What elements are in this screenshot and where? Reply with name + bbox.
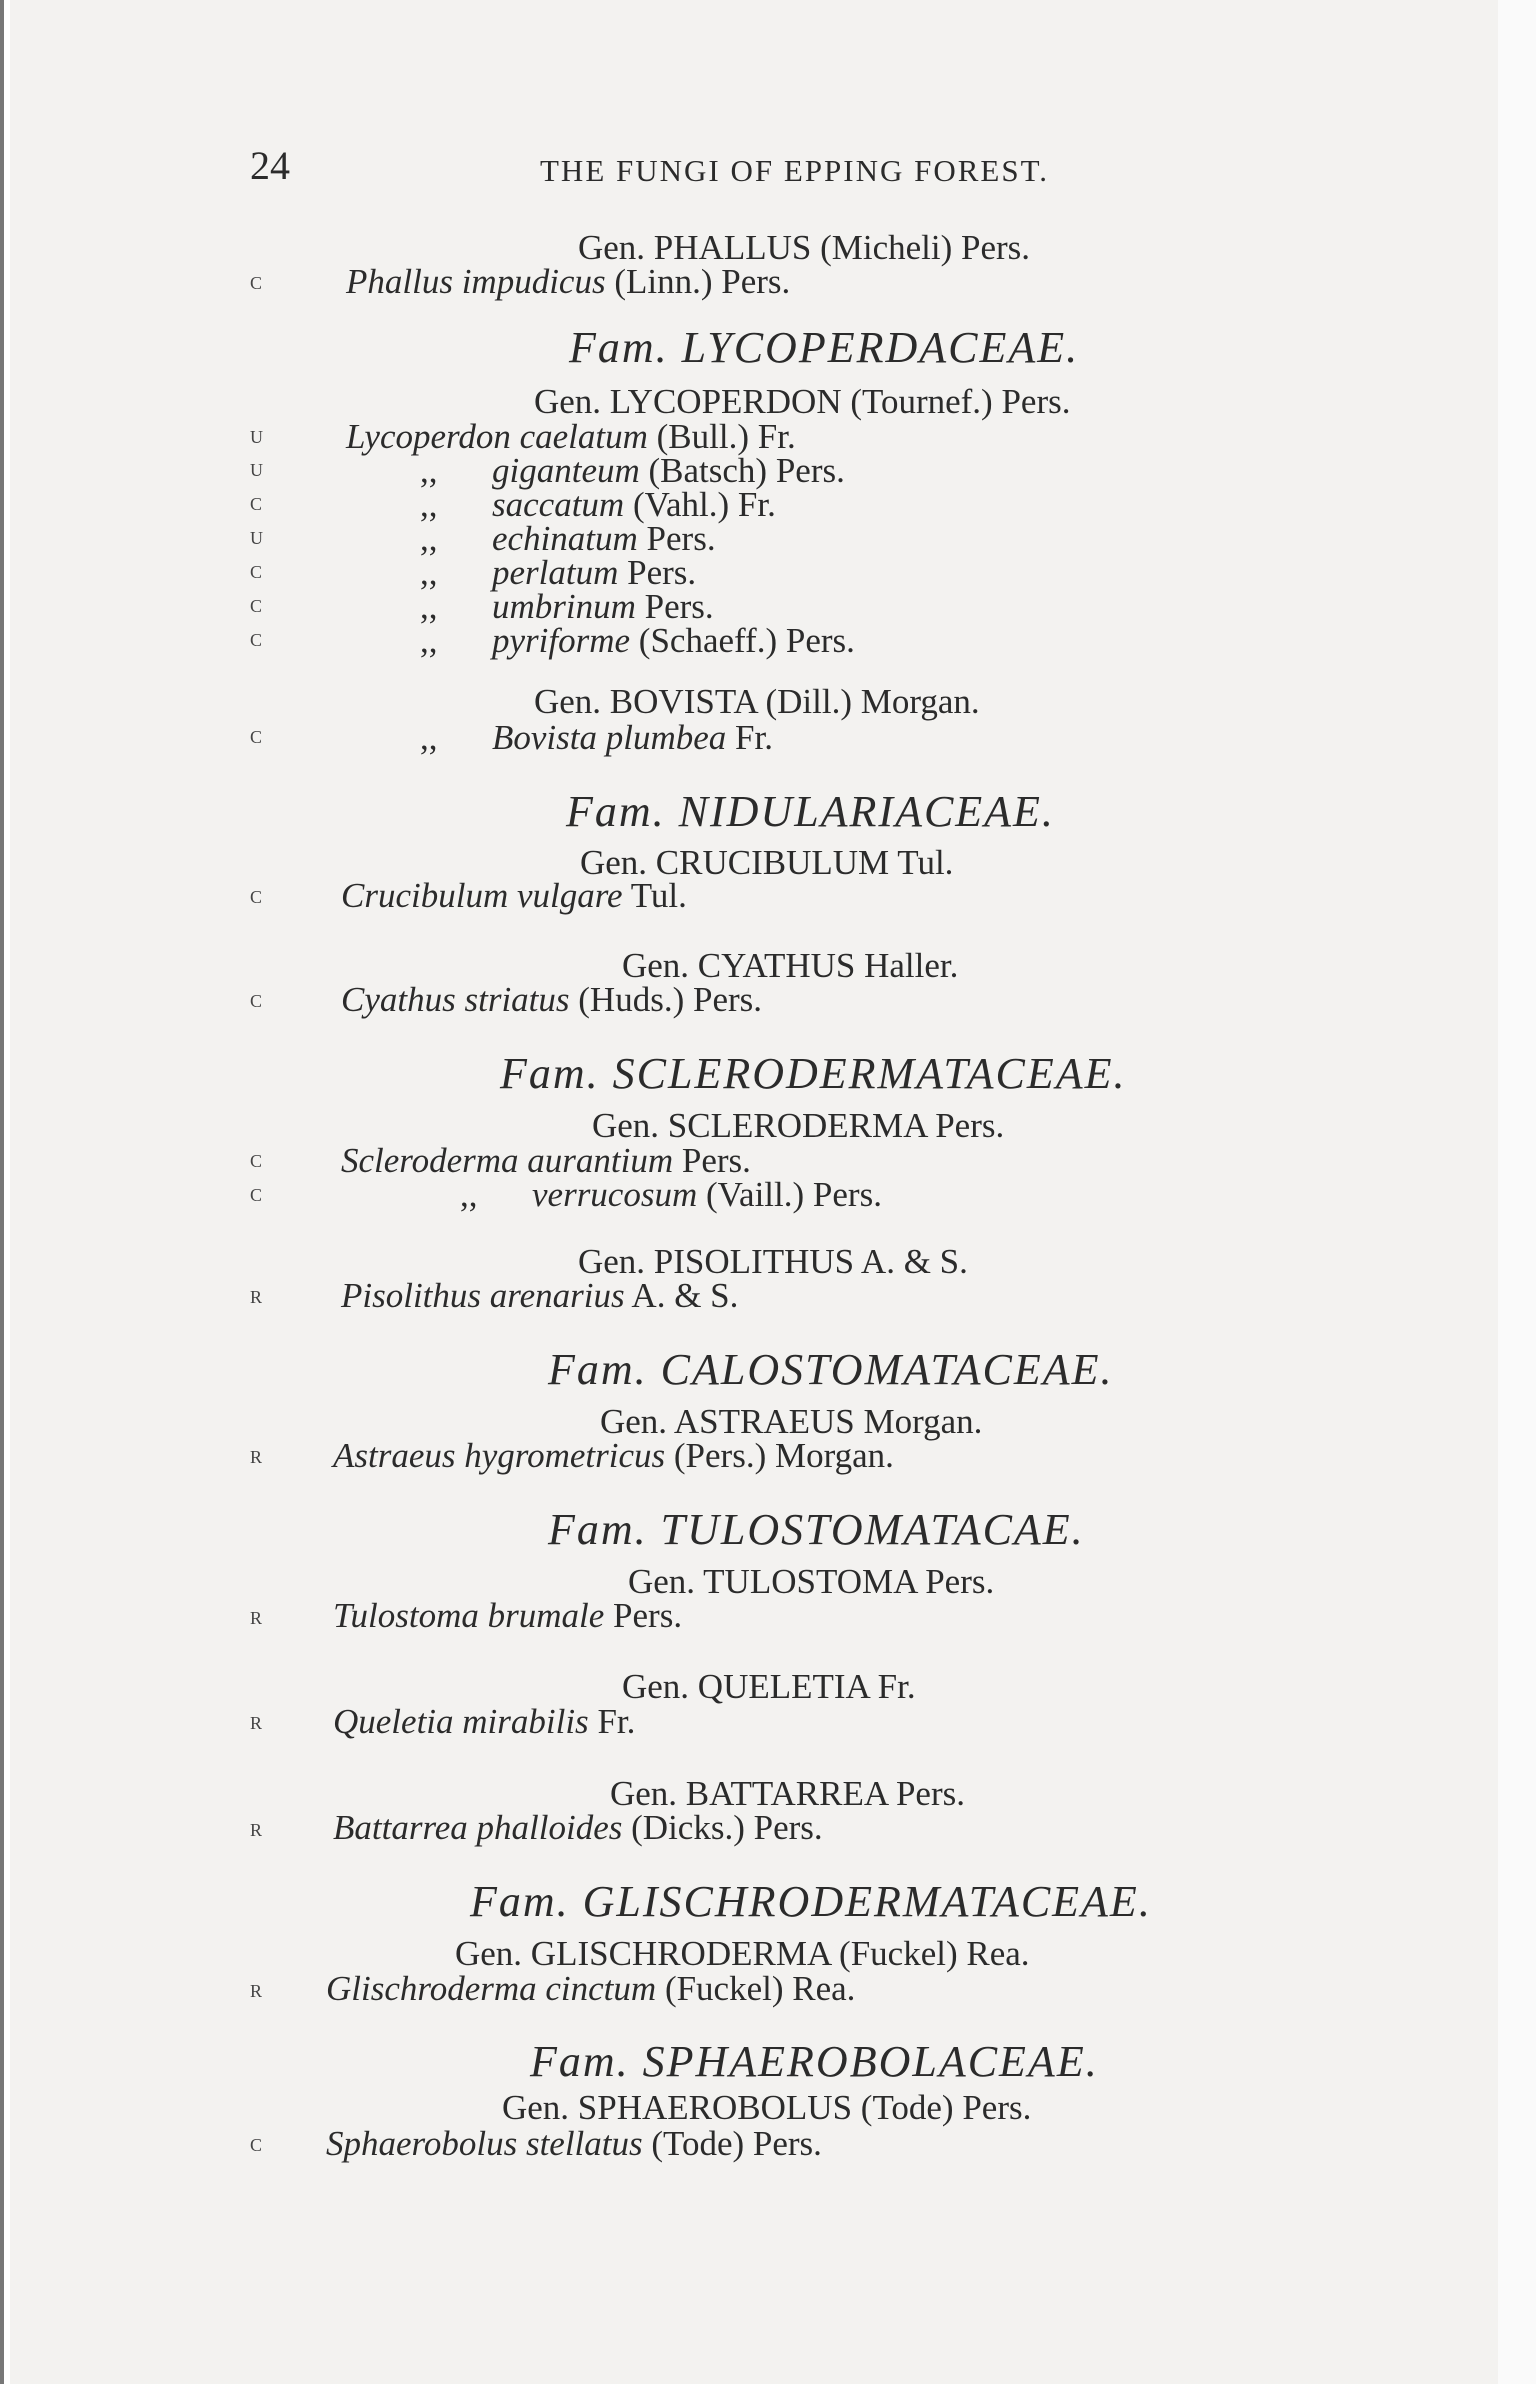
species-authority: (Tode) Pers. — [651, 2124, 822, 2163]
family-heading: Fam. CALOSTOMATACEAE. — [548, 1345, 1114, 1394]
family-heading: Fam. NIDULARIACEAE. — [566, 787, 1055, 836]
genus-heading: Gen. SCLERODERMA Pers. — [592, 1106, 1005, 1145]
species-authority: A. & S. — [631, 1276, 739, 1315]
genus-heading: Gen. TULOSTOMA Pers. — [628, 1562, 995, 1601]
frequency-mark: r — [250, 1442, 264, 1469]
frequency-mark: u — [250, 523, 264, 550]
species-entry — [420, 720, 773, 755]
frequency-mark: u — [250, 422, 264, 449]
species-authority: (Pers.) Morgan. — [673, 1436, 894, 1475]
species-authority: Pers. — [681, 1141, 751, 1180]
species-entry — [346, 264, 790, 299]
species-authority: (Huds.) Pers. — [578, 980, 762, 1019]
species-entry — [460, 1177, 882, 1212]
frequency-mark: c — [250, 882, 264, 909]
species-name: Astraeus hygrometricus — [333, 1436, 666, 1475]
species-authority: Pers. — [644, 587, 714, 626]
genus-heading: Gen. SPHAEROBOLUS (Tode) Pers. — [502, 2088, 1032, 2127]
family-heading: Fam. SCLERODERMATACEAE. — [500, 1049, 1127, 1098]
genus-heading: Gen. GLISCHRODERMA (Fuckel) Rea. — [455, 1934, 1030, 1973]
species-entry — [333, 1704, 635, 1739]
species-authority: (Bull.) Fr. — [656, 417, 796, 456]
frequency-mark: c — [250, 268, 264, 295]
species-authority: (Dicks.) Pers. — [631, 1808, 823, 1847]
species-name: perlatum — [492, 553, 619, 592]
species-name: Phallus impudicus — [346, 262, 606, 301]
species-entry — [333, 1438, 894, 1473]
genus-heading: Gen. BATTARREA Pers. — [610, 1774, 965, 1813]
genus-heading: Gen. CYATHUS Haller. — [622, 946, 959, 985]
species-entry — [341, 878, 687, 913]
species-authority: (Linn.) Pers. — [614, 262, 791, 301]
ditto-mark: ,, — [420, 485, 438, 524]
species-authority: Pers. — [646, 519, 716, 558]
ditto-mark: ,, — [420, 553, 438, 592]
species-name: Sphaerobolus stellatus — [326, 2124, 643, 2163]
ditto-mark: ,, — [420, 451, 438, 490]
genus-heading: Gen. PHALLUS (Micheli) Pers. — [578, 228, 1031, 267]
species-entry — [341, 982, 762, 1017]
family-heading: Fam. GLISCHRODERMATACEAE. — [470, 1877, 1152, 1926]
page-number: 24 — [250, 143, 290, 188]
species-entry — [420, 487, 776, 522]
frequency-mark: r — [250, 1282, 264, 1309]
species-entry — [326, 2126, 822, 2161]
species-name: Battarrea phalloides — [333, 1808, 623, 1847]
frequency-mark: c — [250, 1180, 264, 1207]
frequency-mark: c — [250, 557, 264, 584]
ditto-mark: ,, — [420, 519, 438, 558]
frequency-mark: c — [250, 489, 264, 516]
species-authority: (Batsch) Pers. — [648, 451, 845, 490]
running-title: THE FUNGI OF EPPING FOREST. — [540, 153, 1049, 188]
species-entry — [420, 623, 855, 658]
species-authority: Tul. — [630, 876, 687, 915]
genus-heading: Gen. CRUCIBULUM Tul. — [580, 843, 954, 882]
frequency-mark: c — [250, 986, 264, 1013]
frequency-mark: r — [250, 1976, 264, 2003]
frequency-mark: u — [250, 455, 264, 482]
scan-edge-left — [0, 0, 4, 2384]
family-heading: Fam. TULOSTOMATACAE. — [548, 1505, 1085, 1554]
species-name: verrucosum — [532, 1175, 698, 1214]
species-authority: Pers. — [627, 553, 697, 592]
genus-heading: Gen. LYCOPERDON (Tournef.) Pers. — [534, 382, 1071, 421]
species-name: Queletia mirabilis — [333, 1702, 589, 1741]
genus-heading: Gen. QUELETIA Fr. — [622, 1667, 916, 1706]
species-name: Tulostoma brumale — [333, 1596, 605, 1635]
frequency-mark: r — [250, 1708, 264, 1735]
species-authority: (Schaeff.) Pers. — [638, 621, 855, 660]
species-entry — [341, 1278, 738, 1313]
species-authority: Fr. — [597, 1702, 636, 1741]
frequency-mark: c — [250, 722, 264, 749]
ditto-mark: ,, — [460, 1175, 478, 1214]
species-name: Pisolithus arenarius — [341, 1276, 625, 1315]
species-name: Lycoperdon caelatum — [346, 417, 648, 456]
species-name: Crucibulum vulgare — [341, 876, 623, 915]
family-heading: Fam. LYCOPERDACEAE. — [569, 323, 1080, 372]
frequency-mark: c — [250, 2130, 264, 2157]
genus-heading: Gen. PISOLITHUS A. & S. — [578, 1242, 968, 1281]
species-name: saccatum — [492, 485, 625, 524]
species-name: giganteum — [492, 451, 640, 490]
species-name: Scleroderma aurantium — [341, 1141, 674, 1180]
species-name: echinatum — [492, 519, 638, 558]
frequency-mark: r — [250, 1815, 264, 1842]
frequency-mark: c — [250, 625, 264, 652]
ditto-mark: ,, — [420, 587, 438, 626]
species-authority: Fr. — [735, 718, 773, 757]
frequency-mark: c — [250, 591, 264, 618]
species-name: Glischroderma cinctum — [326, 1969, 657, 2008]
species-name: pyriforme — [492, 621, 631, 660]
genus-heading: Gen. ASTRAEUS Morgan. — [600, 1402, 983, 1441]
frequency-mark: r — [250, 1603, 264, 1630]
species-entry — [420, 555, 696, 590]
species-entry — [333, 1598, 682, 1633]
species-name: umbrinum — [492, 587, 636, 626]
ditto-mark: ,, — [420, 718, 438, 757]
species-authority: (Vahl.) Fr. — [632, 485, 776, 524]
species-authority: Pers. — [613, 1596, 683, 1635]
genus-heading: Gen. BOVISTA (Dill.) Morgan. — [534, 682, 980, 721]
frequency-mark: c — [250, 1146, 264, 1173]
species-entry — [420, 453, 845, 488]
species-name: Cyathus striatus — [341, 980, 570, 1019]
species-authority: (Fuckel) Rea. — [664, 1969, 856, 2008]
species-authority: (Vaill.) Pers. — [706, 1175, 882, 1214]
species-name: Bovista plumbea — [492, 718, 727, 757]
species-entry — [326, 1971, 855, 2006]
scan-edge-right — [1498, 0, 1536, 2384]
ditto-mark: ,, — [420, 621, 438, 660]
species-entry — [333, 1810, 823, 1845]
family-heading: Fam. SPHAEROBOLACEAE. — [530, 2037, 1099, 2086]
species-entry — [341, 1143, 751, 1178]
species-entry — [420, 521, 716, 556]
species-entry — [420, 589, 714, 624]
species-entry — [346, 419, 796, 454]
